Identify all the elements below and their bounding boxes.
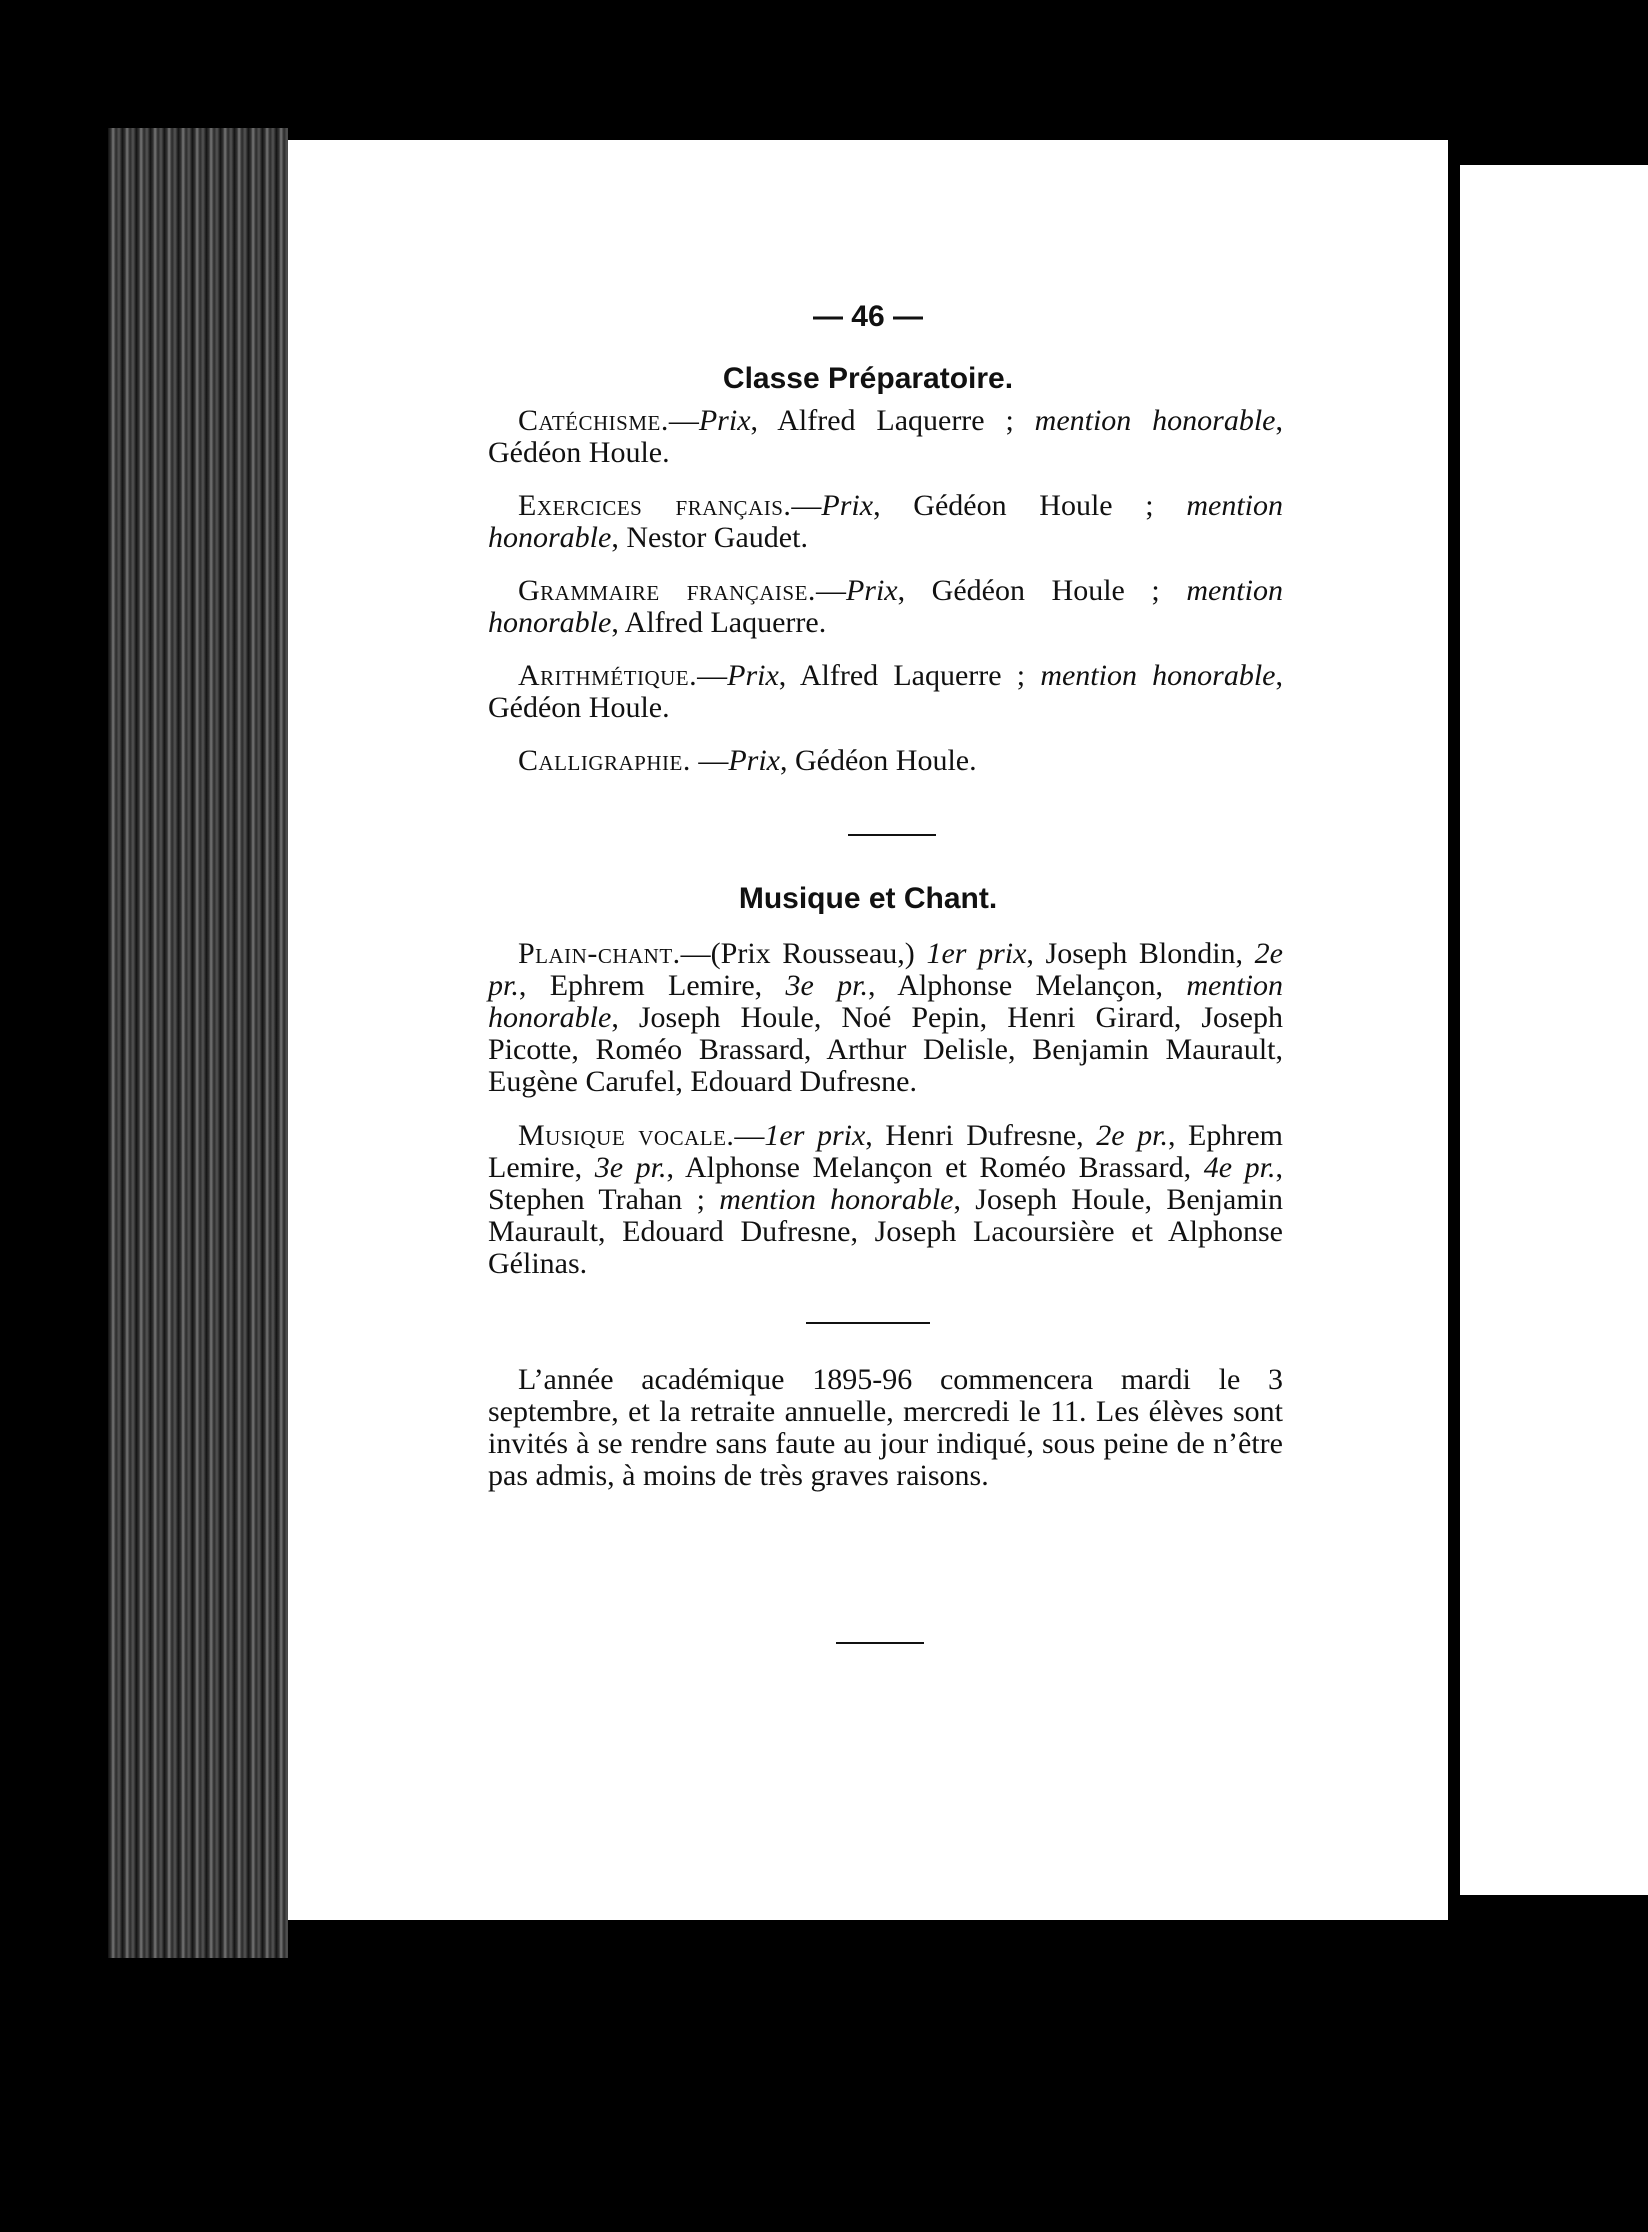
entry-text: , Ephrem Lemire, [488, 1119, 1283, 1184]
book-page-edges [108, 128, 288, 1958]
subject-label: Plain-chant. [518, 937, 681, 970]
italic-text: mention honorable [488, 489, 1284, 554]
entry-text: , Ephrem Lemire, [518, 969, 786, 1002]
subject-label: Catéchisme. [518, 404, 669, 437]
entry-text: , Joseph Houle, Noé Pepin, Henri Girard, Joseph Picotte, Roméo Brassard, Arthur Delisle, Benjamin Maurault, Eugène Carufel, Edouard Dufresne. [488, 1001, 1283, 1098]
subject-label: Musique vocale. [518, 1119, 735, 1152]
section-heading-classe-preparatoire: Classe Préparatoire. [722, 362, 1014, 395]
entry-text: , Henri Dufresne, [865, 1119, 1097, 1152]
italic-text: mention honorable [1034, 404, 1276, 437]
subject-label: Calligraphie. [518, 744, 691, 777]
entry-text: , Gédéon Houle. [488, 659, 1283, 724]
italic-text: Prix [727, 659, 779, 692]
section-divider [848, 834, 936, 836]
entry-text: , Gédéon Houle. [779, 744, 977, 777]
entry-calligraphie [488, 745, 1283, 777]
entry-text: — [697, 659, 728, 692]
entry-text: , Alfred Laquerre. [611, 606, 827, 639]
subject-label: Arithmétique. [518, 659, 698, 692]
entry-text: , Alfred Laquerre ; [778, 659, 1041, 692]
book-gutter [1448, 160, 1460, 1920]
facing-page-edge [1458, 165, 1648, 1895]
section-heading-musique-et-chant: Musique et Chant. [738, 882, 998, 915]
entry-text: , Gédéon Houle. [488, 404, 1283, 469]
entry-text: , Joseph Blondin, [1026, 937, 1255, 970]
entry-text: — [734, 1119, 765, 1152]
italic-text: 3e pr. [594, 1151, 667, 1184]
italic-text: Prix [845, 574, 898, 607]
italic-text: 3e pr. [785, 969, 868, 1002]
book-page [288, 140, 1448, 1920]
italic-text: mention honorable [488, 574, 1283, 639]
entry-text: , Joseph Houle, Benjamin Maurault, Edouard Dufresne, Joseph Lacoursière et Alphonse Gélinas. [488, 1183, 1283, 1280]
section-divider [806, 1322, 930, 1324]
italic-text: mention honorable [488, 969, 1283, 1034]
entry-plain-chant [488, 938, 1283, 1098]
italic-text: Prix [728, 744, 780, 777]
italic-text: Prix [698, 404, 751, 437]
entry-catechisme [488, 405, 1283, 469]
italic-text: 2e pr. [488, 937, 1283, 1002]
page-number: — 46 — [812, 300, 924, 333]
entry-musique-vocale [488, 1120, 1283, 1280]
entry-text: , Alphonse Melançon et Roméo Brassard, [666, 1151, 1204, 1184]
italic-text: Prix [821, 489, 874, 522]
entry-text: — [791, 489, 822, 522]
closing-paragraph: L’année académique 1895-96 commencera mardi le 3 septembre, et la retraite annuelle, mercredi le 11. Les élèves sont invités à se rendre sans faute au jour indiqué, sous peine de n’être pas admis, à moins de très graves raisons. [488, 1363, 1283, 1492]
entry-text: , Stephen Trahan ; [488, 1151, 1284, 1216]
entry-exercices-francais [488, 490, 1283, 554]
entry-text: — [668, 404, 699, 437]
italic-text: 1er prix [764, 1119, 866, 1152]
italic-text: 4e pr. [1203, 1151, 1276, 1184]
italic-text: 1er prix [926, 937, 1027, 970]
italic-text: mention honorable [719, 1183, 954, 1216]
entry-text: , Gédéon Houle ; [897, 574, 1187, 607]
entry-text: —(Prix Rousseau,) [680, 937, 927, 970]
subject-label: Exercices français. [518, 489, 792, 522]
entry-text: — [690, 744, 729, 777]
entry-text: — [815, 574, 846, 607]
entry-arithmetique [488, 660, 1283, 724]
italic-text: 2e pr. [1096, 1119, 1168, 1152]
italic-text: mention honorable [1040, 659, 1276, 692]
entry-text: , Gédéon Houle ; [873, 489, 1187, 522]
entry-text: , Nestor Gaudet. [611, 521, 808, 554]
subject-label: Grammaire française. [518, 574, 816, 607]
entry-text: , Alphonse Melançon, [868, 969, 1187, 1002]
end-divider [836, 1642, 924, 1644]
entry-text: , Alfred Laquerre ; [750, 404, 1035, 437]
entry-grammaire-francaise [488, 575, 1283, 639]
